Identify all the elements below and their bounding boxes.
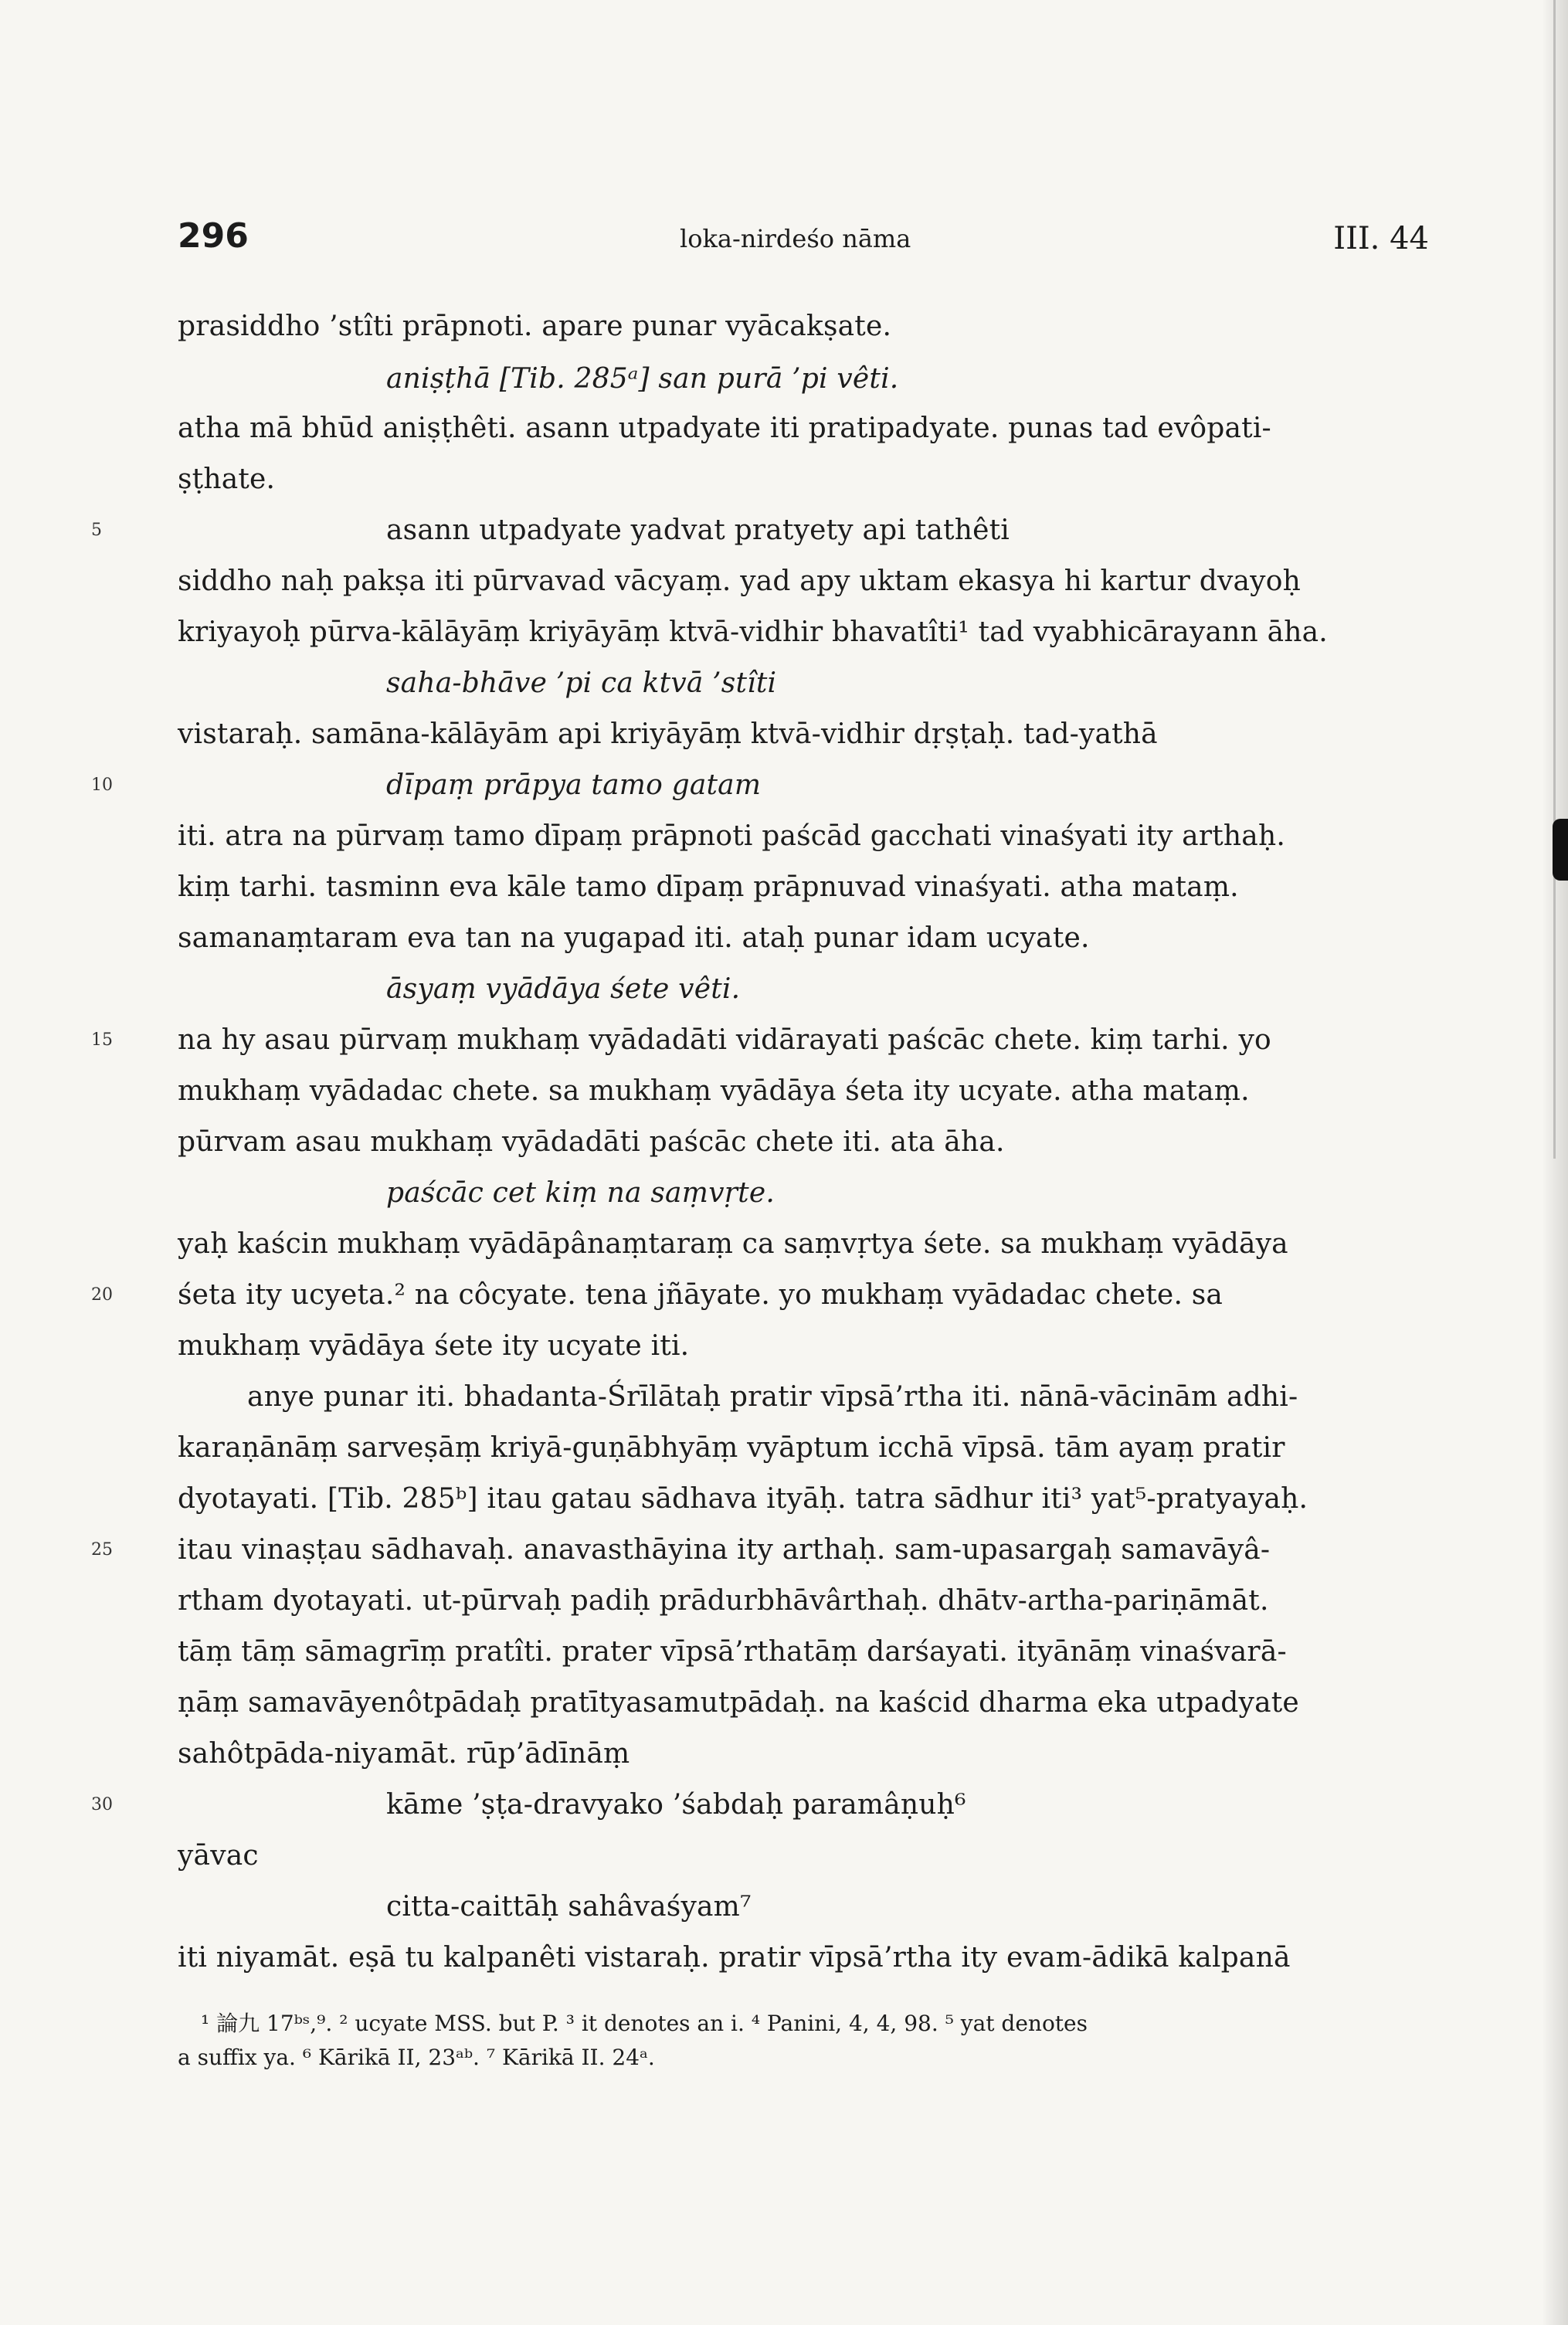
verse-line: aniṣṭhā [Tib. 285ᵃ] san purā ’pi vêti. [386, 363, 899, 395]
text-line: yaḥ kaścin mukhaṃ vyādāpânaṃtaraṃ ca saṃvṛtya śete. sa mukhaṃ vyādāya [178, 1228, 1288, 1260]
verse-line: saha-bhāve ’pi ca ktvā ’stîti [386, 667, 777, 699]
text-line: mukhaṃ vyādadac chete. sa mukhaṃ vyādāya śeta ity ucyate. atha mataṃ. [178, 1075, 1250, 1107]
verse-line: dīpaṃ prāpya tamo gatam [386, 769, 762, 801]
footnote-line: a suffix ya. ⁶ Kārikā II, 23ᵃᵇ. ⁷ Kārikā II. 24ᵃ. [178, 2045, 655, 2070]
text-line: anye punar iti. bhadanta-Śrīlātaḥ pratir vīpsā’rtha iti. nānā-vācinām adhi- [247, 1381, 1298, 1413]
text-line: samanaṃtaram eva tan na yugapad iti. ataḥ punar idam ucyate. [178, 922, 1090, 954]
text-line: prasiddho ’stîti prāpnoti. apare punar vyācakṣate. [178, 311, 892, 342]
text-line: iti niyamāt. eṣā tu kalpanêti vistaraḥ. pratir vīpsā’rtha ity evam-ādikā kalpanā [178, 1942, 1291, 1974]
verse-line: āsyaṃ vyādāya śete vêti. [386, 973, 741, 1005]
text-line: karaṇānāṃ sarveṣāṃ kriyā-guṇābhyāṃ vyāptum icchā vīpsā. tām ayaṃ pratir [178, 1432, 1285, 1464]
text-line: rtham dyotayati. ut-pūrvaḥ padiḥ prādurbhāvârthaḥ. dhātv-artha-pariṇāmāt. [178, 1585, 1269, 1617]
text-line: pūrvam asau mukhaṃ vyādadāti paścāc chete iti. ata āha. [178, 1126, 1005, 1158]
text-line: dyotayati. [Tib. 285ᵇ] itau gatau sādhava ityāḥ. tatra sādhur iti³ yat⁵-pratyayaḥ. [178, 1483, 1308, 1515]
text-line: ṇāṃ samavāyenôtpādaḥ pratītyasamutpādaḥ. na kaścid dharma eka utpadyate [178, 1687, 1299, 1719]
text-line: kriyayoḥ pūrva-kālāyāṃ kriyāyāṃ ktvā-vidhir bhavatîti¹ tad vyabhicārayann āha. [178, 616, 1328, 648]
scan-ink-blot [1553, 819, 1568, 881]
line-number: 30 [91, 1795, 113, 1814]
line-number: 5 [91, 521, 102, 540]
line-number: 15 [91, 1030, 113, 1050]
text-line: śeta ity ucyeta.² na côcyate. tena jñāyate. yo mukhaṃ vyādadac chete. sa [178, 1279, 1224, 1311]
line-number: 25 [91, 1540, 113, 1560]
text-line: sahôtpāda-niyamāt. rūp’ādīnāṃ [178, 1738, 630, 1770]
text-line: vistaraḥ. samāna-kālāyām api kriyāyāṃ ktvā-vidhir dṛṣṭaḥ. tad-yathā [178, 718, 1158, 750]
verse-line: asann utpadyate yadvat pratyety api tathêti [386, 514, 1010, 546]
text-line: kiṃ tarhi. tasminn eva kāle tamo dīpaṃ prāpnuvad vinaśyati. atha mataṃ. [178, 871, 1239, 903]
text-line: atha mā bhūd aniṣṭhêti. asann utpadyate iti pratipadyate. punas tad evôpati- [178, 412, 1271, 444]
verse-line: citta-caittāḥ sahâvaśyam⁷ [386, 1891, 752, 1923]
scan-edge-line [1553, 0, 1556, 1159]
text-line: tāṃ tāṃ sāmagrīṃ pratîti. prater vīpsā’rthatāṃ darśayati. ityānāṃ vinaśvarā- [178, 1636, 1287, 1668]
text-line: siddho naḥ pakṣa iti pūrvavad vācyaṃ. yad apy uktam ekasya hi kartur dvayoḥ [178, 565, 1301, 597]
running-title: loka-nirdeśo nāma [680, 224, 911, 253]
line-number: 20 [91, 1285, 113, 1305]
footnote-line: ¹ 論九 17ᵇˢ,⁹. ² ucyate MSS. but P. ³ it denotes an i. ⁴ Panini, 4, 4, 98. ⁵ yat denotes [201, 2011, 1088, 2036]
text-line: ṣṭhate. [178, 463, 276, 495]
text-line: yāvac [178, 1840, 259, 1872]
line-number: 10 [91, 776, 113, 795]
section-number: III. 44 [1333, 221, 1429, 256]
text-line: na hy asau pūrvaṃ mukhaṃ vyādadāti vidārayati paścāc chete. kiṃ tarhi. yo [178, 1024, 1271, 1056]
page-number: 296 [178, 216, 249, 256]
text-line: itau vinaṣṭau sādhavaḥ. anavasthāyina ity arthaḥ. sam-upasargaḥ samavāyâ- [178, 1534, 1271, 1566]
text-line: mukhaṃ vyādāya śete ity ucyate iti. [178, 1330, 690, 1362]
verse-line: paścāc cet kiṃ na saṃvṛte. [386, 1177, 775, 1209]
text-line: iti. atra na pūrvaṃ tamo dīpaṃ prāpnoti paścād gacchati vinaśyati ity arthaḥ. [178, 820, 1285, 852]
verse-line: kāme ’ṣṭa-dravyako ’śabdaḥ paramâṇuḥ⁶ [386, 1789, 966, 1821]
